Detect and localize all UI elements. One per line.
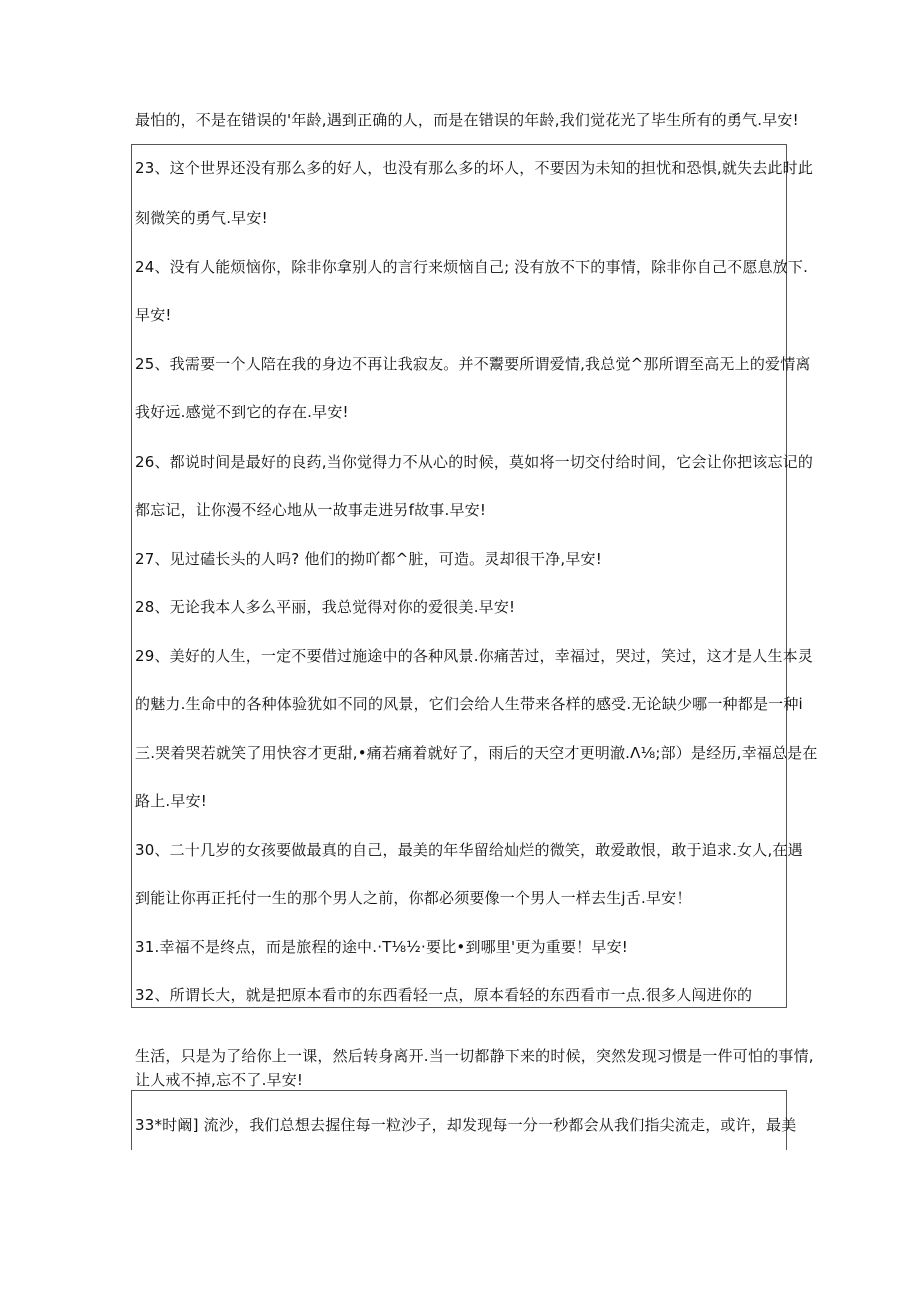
paragraph-line: 24、没有人能烦恼你，除非你拿别人的言行来烦恼自己; 没有放不下的事情，除非你自己不愿息放下.	[135, 258, 809, 276]
paragraph-line: 生活，只是为了给你上一课，然后转身离开.当一切都静下来的时候，突然发现习惯是一件可怕的事情,	[135, 1047, 814, 1065]
paragraph-line: 让人戒不掉,忘不了.早安!	[135, 1071, 304, 1089]
paragraph-line: 23、这个世界还没有那么多的好人，也没有那么多的坏人，不要因为未知的担忧和恐惧,就失去此时此	[135, 159, 814, 177]
paragraph-line: 33*时阚] 流沙，我们总想去握住每一粒沙子，却发现每一分一秒都会从我们指尖流走，或许，最美	[135, 1116, 797, 1134]
paragraph-line: 27、见过磕长头的人吗? 他们的拗吖都^脏，可造。灵却很干净,早安!	[135, 550, 602, 568]
paragraph-line: 刻微笑的勇气.早安!	[135, 209, 268, 227]
paragraph-line: 28、无论我本人多么平丽，我总觉得对你的爱很美.早安!	[135, 598, 516, 616]
paragraph-line: 路上.早安!	[135, 792, 207, 810]
paragraph-line: 25、我需要一个人陪在我的身边不再让我寂友。并不鬻要所谓爱情,我总觉^那所谓至高无上的爱情离	[135, 355, 811, 373]
paragraph-line: 26、都说时间是最好的良药,当你觉得力不从心的时候，莫如将一切交付给时间，它会让你把该忘记的	[135, 453, 814, 471]
paragraph-line: 早安!	[135, 306, 172, 324]
paragraph-line: 我好远.感觉不到它的存在.早安!	[135, 403, 349, 421]
paragraph-line: 30、二十几岁的女孩要做最真的自己，最美的年华留给灿烂的微笑，敢爱敢恨，敢于追求.女人,在遇	[135, 841, 803, 859]
paragraph-line: 都忘记，让你漫不经心地从一故事走进另f故事.早安!	[135, 501, 487, 519]
paragraph-line: 的魅力.生命中的各种体验犹如不同的风景，它们会给人生带来各样的感受.无论缺少哪一种都是一种i	[135, 695, 803, 713]
paragraph-line: 31.幸福不是终点，而是旅程的途中.·T⅛½·要比•到哪里'更为重要！早安!	[135, 938, 628, 956]
paragraph-line: 到能让你再正托付一生的那个男人之前，你都必须要像一个男人一样去生j舌.早安！	[135, 889, 692, 907]
paragraph-line: 29、美好的人生，一定不要借过施途中的各种风景.你痛苦过，幸福过，哭过，笑过，这才是人生本灵	[135, 647, 814, 665]
paragraph-line: 32、所谓长大，就是把原本看市的东西看轻一点，原本看轻的东西看市一点.很多人闯进你的	[135, 986, 753, 1004]
paragraph-line: 最怕的，不是在错误的'年龄,遇到正确的人，而是在错误的年龄,我们觉花光了毕生所有的勇气.早安!	[135, 111, 799, 129]
paragraph-line: 三.哭着哭若就笑了用快容才更甜,•痛若痛着就好了，雨后的天空才更明澈.Λ⅛;部）是经历,幸福总是在	[135, 744, 818, 762]
